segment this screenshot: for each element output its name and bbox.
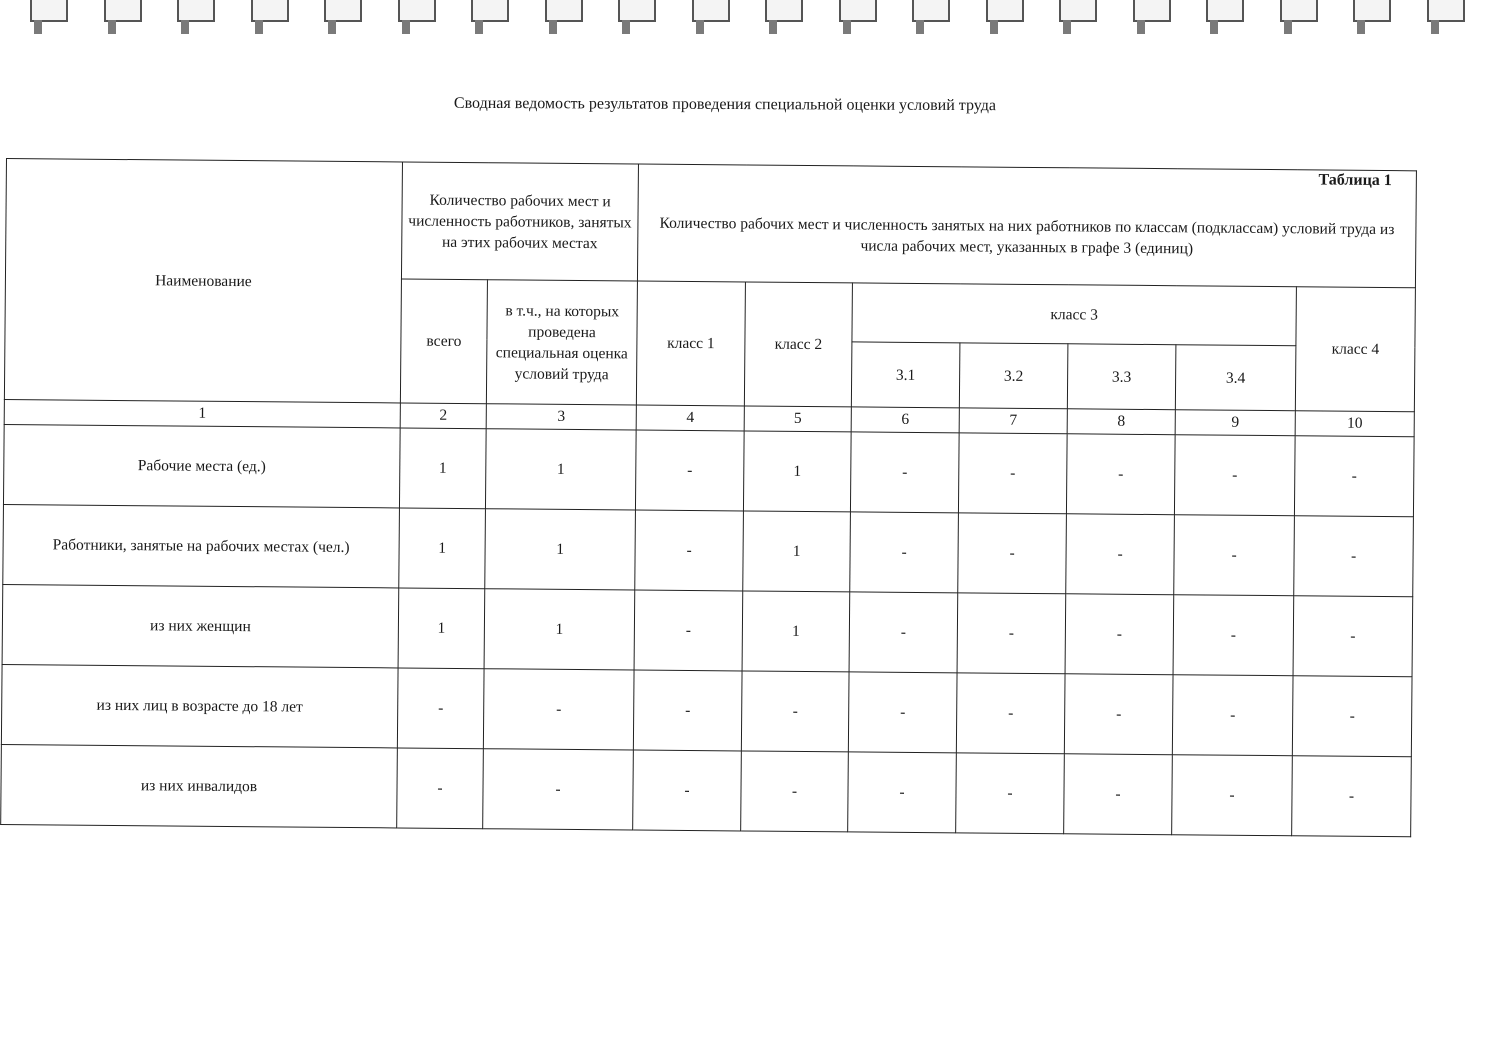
table-cell: - (397, 668, 484, 749)
table-cell: - (1066, 434, 1175, 515)
binding-hole (618, 0, 656, 22)
header-class-4: класс 4 (1295, 287, 1415, 412)
header-subclass-3-2: 3.2 (959, 343, 1068, 409)
binding-shadow (475, 20, 483, 34)
row-label: из них женщин (2, 584, 399, 667)
column-number: 2 (400, 403, 486, 429)
binding-shadow (916, 20, 924, 34)
binding-shadow (402, 20, 410, 34)
header-assessed: в т.ч., на которых проведена специальная оценка условий труда (486, 280, 637, 405)
row-label: Рабочие места (ед.) (3, 424, 400, 507)
binding-shadow (843, 20, 851, 34)
table-cell: - (1292, 676, 1412, 757)
table-cell: - (634, 590, 743, 671)
binding-hole (1280, 0, 1318, 22)
row-label: Работники, занятые на рабочих местах (чел.) (3, 504, 400, 587)
table-cell: - (483, 749, 634, 830)
table-cell: - (1066, 514, 1175, 595)
table-cell: - (1174, 435, 1295, 516)
table-row (1, 744, 1412, 836)
binding-strip (0, 0, 1500, 38)
header-class-3: класс 3 (852, 283, 1296, 346)
binding-shadow (255, 20, 263, 34)
table-cell: - (850, 512, 959, 593)
table-cell: - (633, 750, 742, 831)
table-row (3, 504, 1414, 596)
table-cell: - (956, 673, 1065, 754)
table-cell: - (958, 433, 1067, 514)
binding-shadow (1284, 20, 1292, 34)
table-cell: - (849, 592, 958, 673)
column-number: 4 (636, 405, 744, 431)
table-cell: - (1292, 756, 1412, 837)
binding-hole (839, 0, 877, 22)
table-cell: 1 (398, 588, 485, 669)
binding-shadow (108, 20, 116, 34)
table-cell: - (1174, 515, 1295, 596)
binding-hole (986, 0, 1024, 22)
binding-hole (398, 0, 436, 22)
table-cell: - (741, 751, 849, 832)
binding-shadow (696, 20, 704, 34)
binding-hole (251, 0, 289, 22)
header-total: всего (400, 279, 487, 404)
table-cell: - (848, 752, 957, 833)
binding-hole (177, 0, 215, 22)
table-row (2, 584, 1413, 676)
binding-hole (471, 0, 509, 22)
header-classes-group: Количество рабочих мест и численность занятых на них работников по классам (подклассам) условий труда из числа рабочих мест, указанных в графе 3 (единиц) (637, 164, 1416, 288)
binding-hole (1206, 0, 1244, 22)
binding-hole (30, 0, 68, 22)
binding-hole (545, 0, 583, 22)
table-cell: - (741, 671, 849, 752)
binding-shadow (328, 20, 336, 34)
column-number: 6 (851, 407, 959, 433)
column-number: 7 (959, 408, 1067, 434)
table-cell: - (957, 593, 1066, 674)
binding-hole (1427, 0, 1465, 22)
table-cell: - (1064, 754, 1173, 835)
table-cell: - (956, 753, 1065, 834)
binding-hole (912, 0, 950, 22)
binding-shadow (1431, 20, 1439, 34)
binding-shadow (622, 20, 630, 34)
header-subclass-3-3: 3.3 (1067, 344, 1176, 410)
row-label: из них инвалидов (1, 744, 398, 827)
header-class-1: класс 1 (636, 281, 745, 406)
table-row (1, 664, 1412, 756)
table-cell: 1 (485, 429, 636, 510)
binding-hole (104, 0, 142, 22)
document-title: Сводная ведомость результатов проведения специальной оценки условий труда (453, 94, 997, 115)
column-number: 8 (1067, 409, 1175, 435)
table-cell: - (1064, 674, 1173, 755)
binding-shadow (34, 20, 42, 34)
table-cell: - (483, 669, 634, 750)
table-cell: - (848, 672, 957, 753)
table-cell: - (850, 432, 959, 513)
binding-hole (765, 0, 803, 22)
column-number: 10 (1295, 411, 1414, 437)
table-cell: 1 (399, 508, 486, 589)
column-number: 5 (744, 406, 851, 432)
table-cell: - (633, 670, 742, 751)
table-cell: 1 (743, 431, 851, 512)
binding-shadow (549, 20, 557, 34)
header-subclass-3-4: 3.4 (1175, 345, 1296, 411)
table-cell: - (1293, 596, 1413, 677)
binding-hole (324, 0, 362, 22)
column-number: 3 (486, 404, 636, 430)
binding-hole (1059, 0, 1097, 22)
binding-shadow (181, 20, 189, 34)
binding-shadow (1357, 20, 1365, 34)
binding-shadow (990, 20, 998, 34)
table-row (3, 424, 1414, 516)
table-cell: - (635, 430, 744, 511)
binding-shadow (1210, 20, 1218, 34)
table-cell: - (1294, 516, 1414, 597)
header-class-2: класс 2 (744, 282, 852, 407)
table-cell: 1 (484, 589, 635, 670)
table-cell: - (635, 510, 744, 591)
table-cell: - (397, 748, 484, 829)
summary-sheet (6, 158, 1426, 805)
table-cell: - (1172, 675, 1293, 756)
binding-hole (1133, 0, 1171, 22)
binding-shadow (1063, 20, 1071, 34)
table-cell: 1 (743, 511, 851, 592)
row-label: из них лиц в возрасте до 18 лет (1, 664, 398, 747)
header-workplaces-group: Количество рабочих мест и численность работников, занятых на этих рабочих местах (401, 162, 638, 281)
binding-shadow (769, 20, 777, 34)
table-cell: - (1173, 595, 1294, 676)
table-cell: - (958, 513, 1067, 594)
table-cell: - (1294, 436, 1414, 517)
summary-table (0, 158, 1417, 837)
table-cell: 1 (742, 591, 850, 672)
table-label: Таблица 1 (1318, 171, 1392, 190)
binding-hole (692, 0, 730, 22)
column-number: 1 (4, 399, 400, 427)
binding-hole (1353, 0, 1391, 22)
binding-shadow (1137, 20, 1145, 34)
header-subclass-3-1: 3.1 (851, 342, 960, 408)
table-cell: 1 (399, 428, 486, 509)
header-name: Наименование (4, 159, 402, 403)
column-number: 9 (1175, 410, 1295, 436)
table-cell: 1 (485, 509, 636, 590)
table-cell: - (1065, 594, 1174, 675)
table-cell: - (1172, 755, 1293, 836)
